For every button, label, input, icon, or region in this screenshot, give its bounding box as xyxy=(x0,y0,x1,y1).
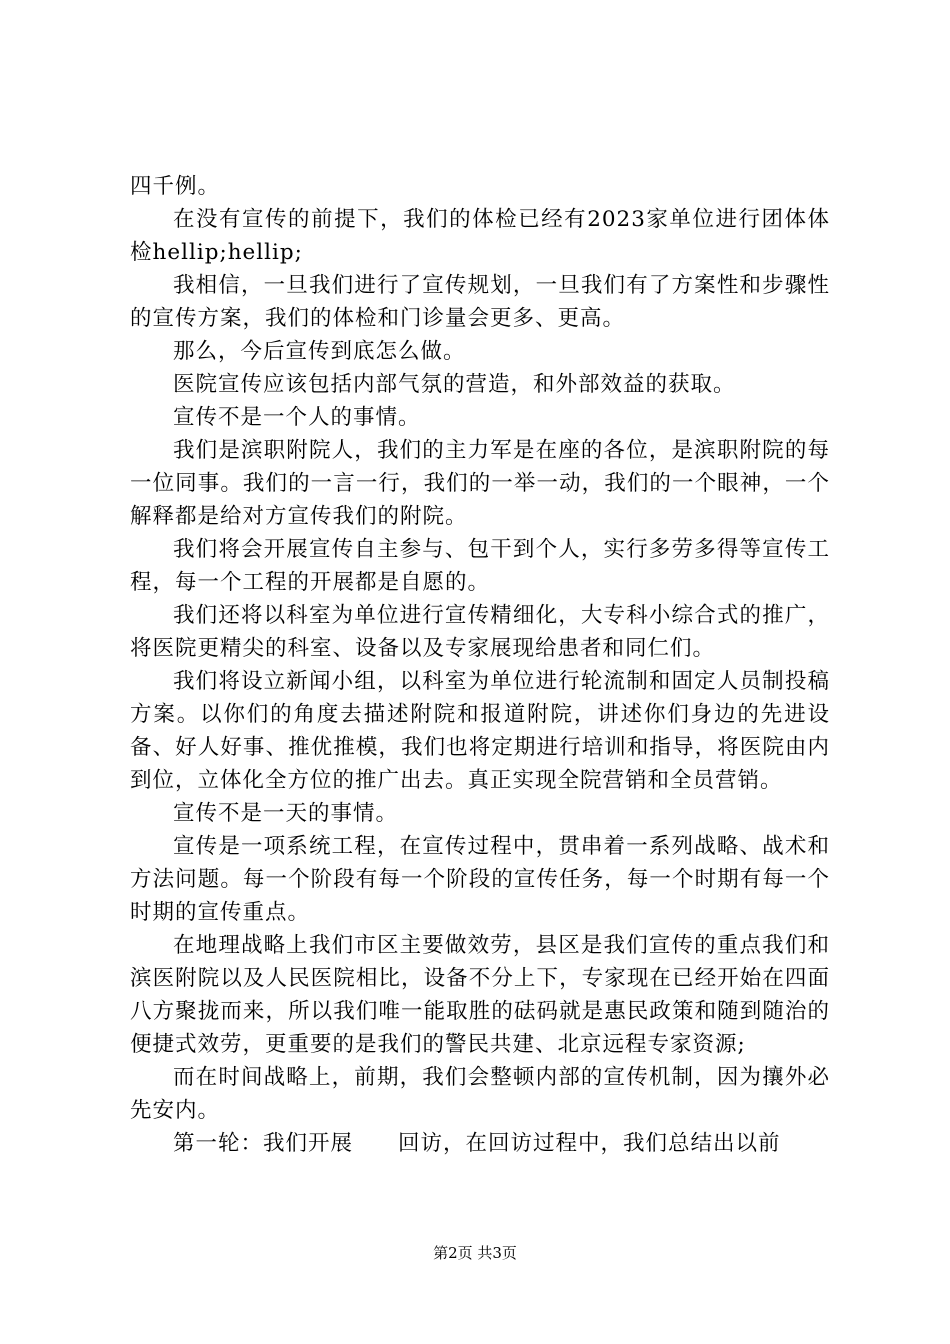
paragraph: 宣传是一项系统工程，在宣传过程中，贯串着一系列战略、战术和方法问题。每一个阶段有每一个阶段的宣传任务，每一个时期有每一个时期的宣传重点。 xyxy=(130,834,830,925)
paragraph: 在地理战略上我们市区主要做效劳，县区是我们宣传的重点我们和滨医附院以及人民医院相比，设备不分上下，专家现在已经开始在四面八方聚拢而来，所以我们唯一能取胜的砝码就是惠民政策和随到随治的便捷式效劳，更重要的是我们的警民共建、北京远程专家资源; xyxy=(130,933,830,1057)
paragraph: 而在时间战略上，前期，我们会整顿内部的宣传机制，因为攘外必先安内。 xyxy=(130,1065,830,1123)
paragraph: 我们将设立新闻小组，以科室为单位进行轮流制和固定人员制投稿方案。以你们的角度去描述附院和报道附院，讲述你们身边的先进设备、好人好事、推优推模，我们也将定期进行培训和指导，将医院由内到位，立体化全方位的推广出去。真正实现全院营销和全员营销。 xyxy=(130,669,830,793)
paragraph: 我相信，一旦我们进行了宣传规划，一旦我们有了方案性和步骤性的宣传方案，我们的体检和门诊量会更多、更高。 xyxy=(130,273,830,331)
page-footer xyxy=(0,1242,950,1263)
page-number-label: 第2页 共3页 xyxy=(433,1244,517,1262)
paragraph: 在没有宣传的前提下，我们的体检已经有2023家单位进行团体体检hellip;hellip; xyxy=(130,207,830,265)
paragraph: 宣传不是一天的事情。 xyxy=(173,801,399,826)
paragraph: 我们将会开展宣传自主参与、包干到个人，实行多劳多得等宣传工程，每一个工程的开展都是自愿的。 xyxy=(130,537,830,595)
paragraph: 四千例。 xyxy=(130,174,221,199)
paragraph: 我们还将以科室为单位进行宣传精细化，大专科小综合式的推广，将医院更精尖的科室、设备以及专家展现给患者和同仁们。 xyxy=(130,603,830,661)
document-body xyxy=(130,170,830,1160)
paragraph: 宣传不是一个人的事情。 xyxy=(173,405,421,430)
paragraph: 第一轮：我们开展 回访，在回访过程中，我们总结出以前 xyxy=(173,1131,781,1156)
paragraph: 医院宣传应该包括内部气氛的营造，和外部效益的获取。 xyxy=(173,372,736,397)
paragraph: 那么，今后宣传到底怎么做。 xyxy=(173,339,466,364)
paragraph: 我们是滨职附院人，我们的主力军是在座的各位，是滨职附院的每一位同事。我们的一言一行，我们的一举一动，我们的一个眼神，一个解释都是给对方宣传我们的附院。 xyxy=(130,438,830,529)
